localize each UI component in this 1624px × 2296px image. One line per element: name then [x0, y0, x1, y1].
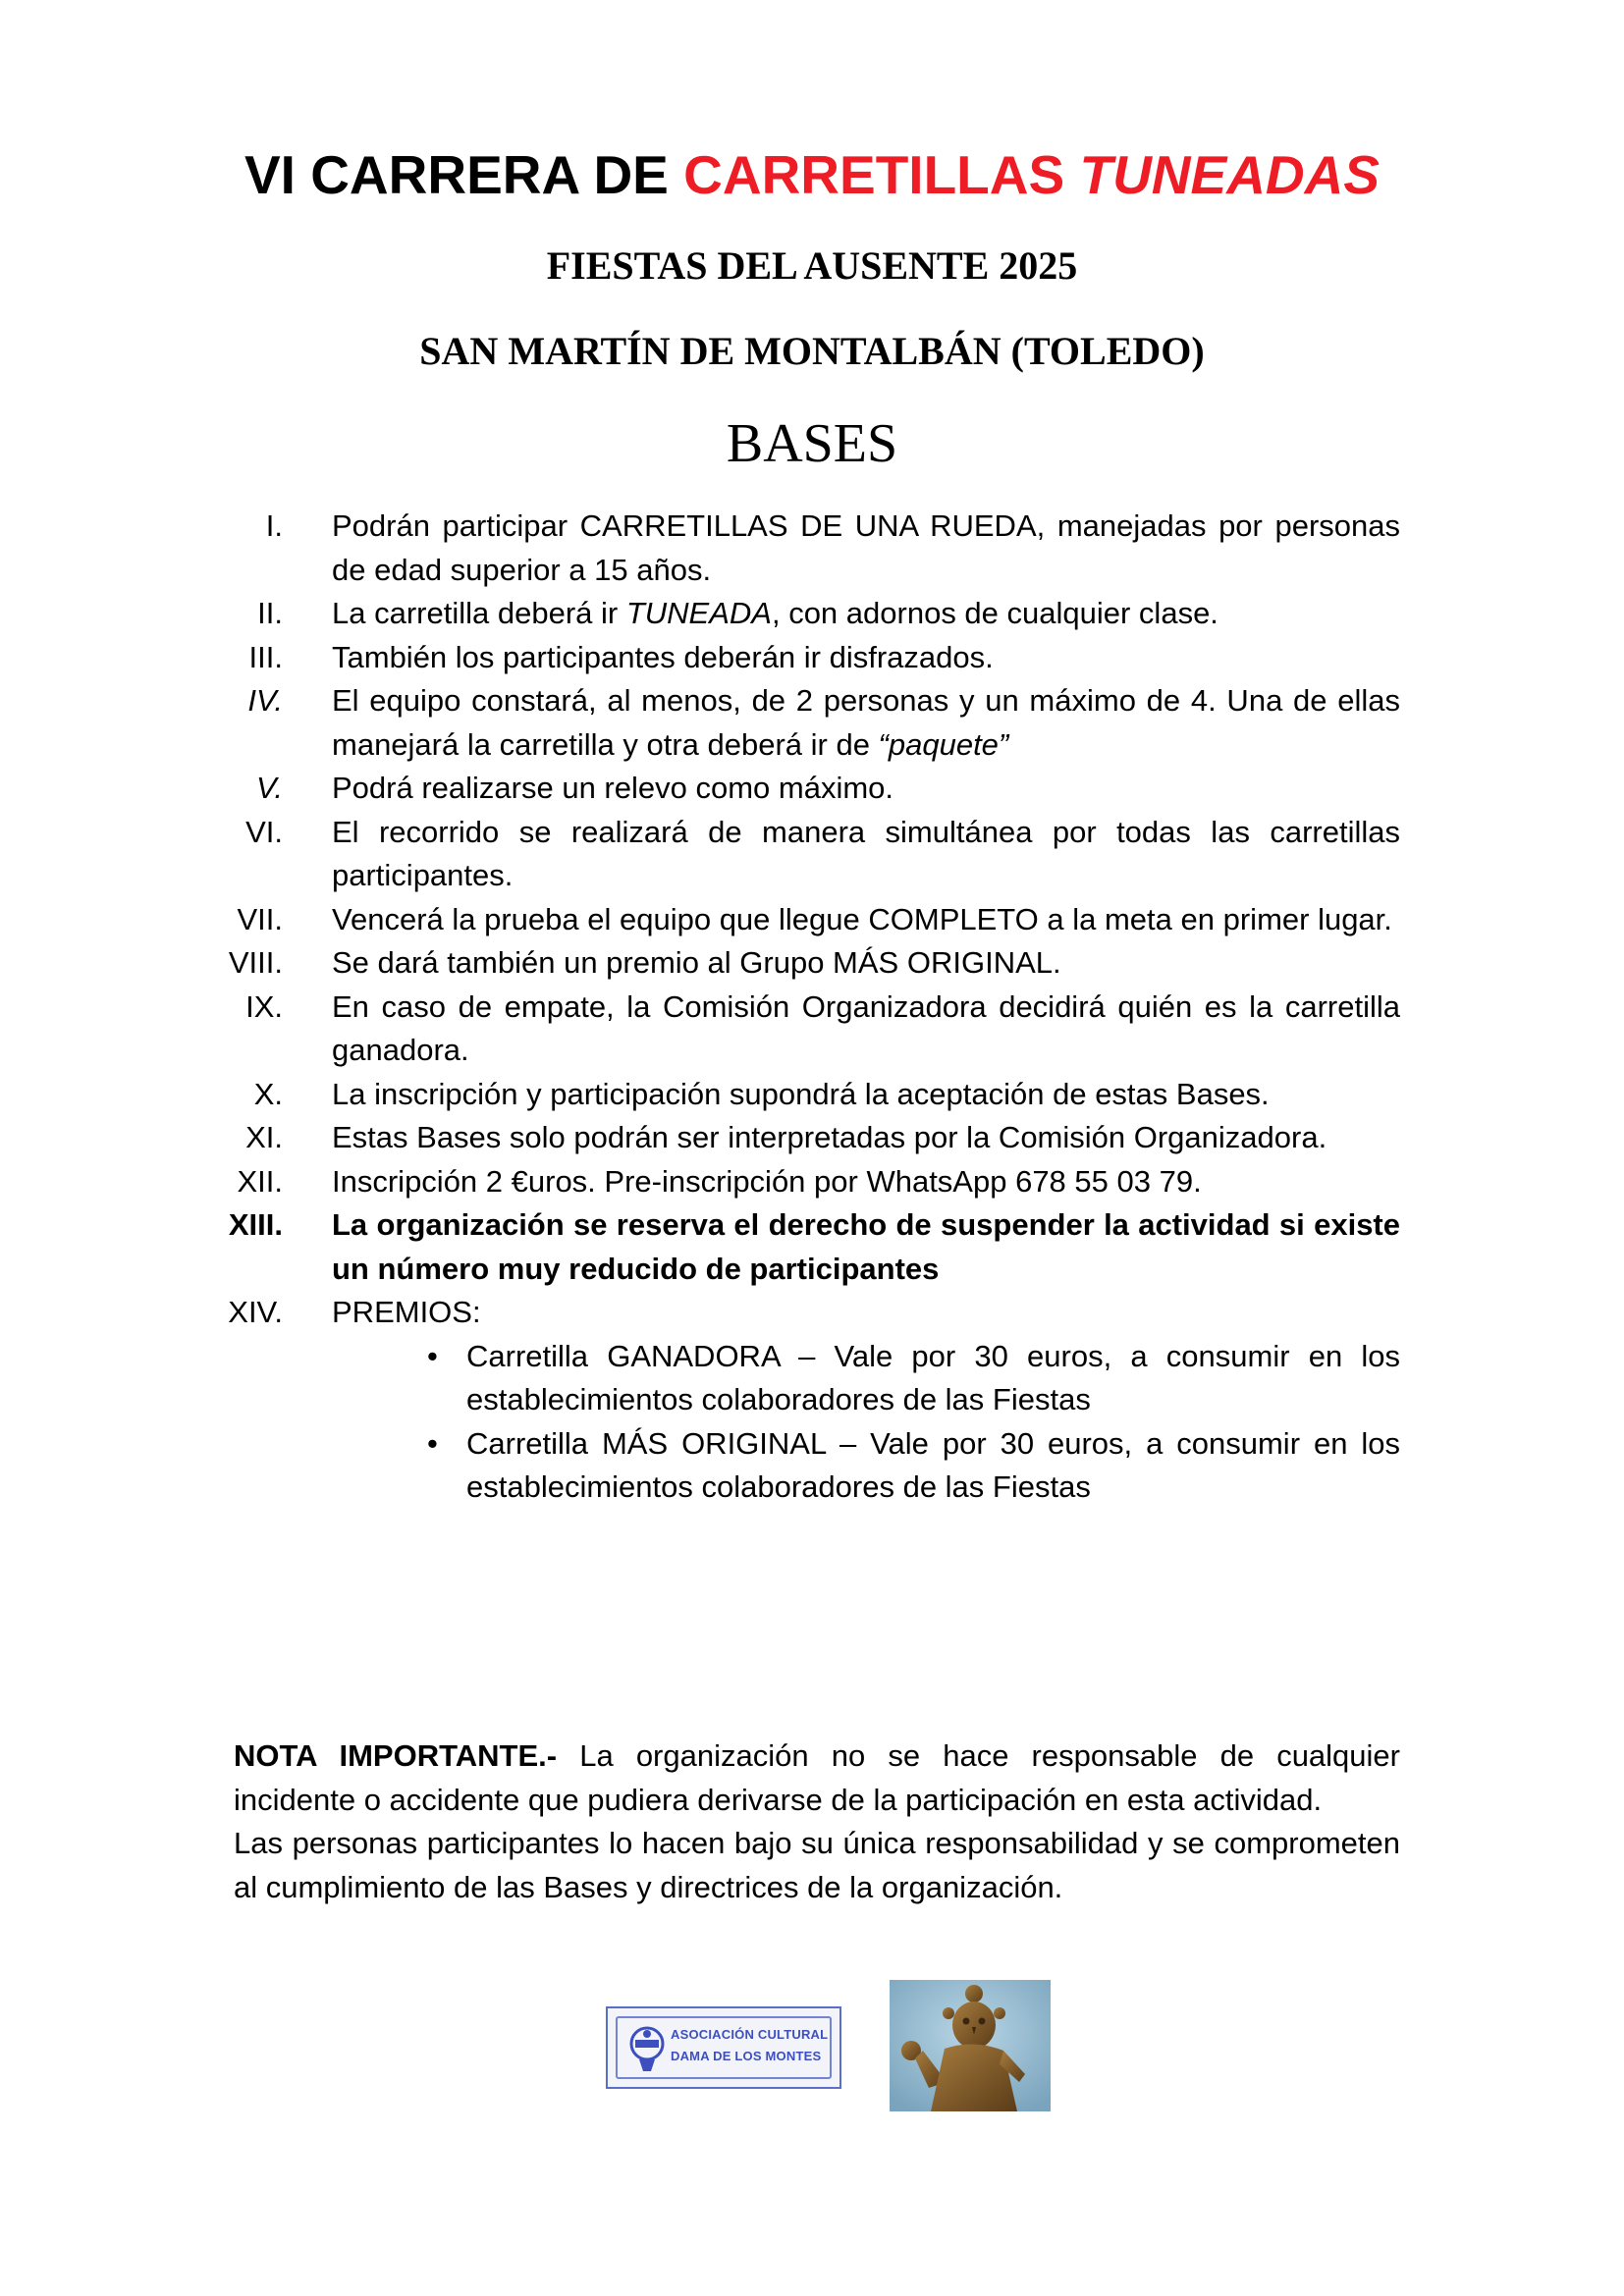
rule-text: [332, 679, 1400, 767]
prize-item: [427, 1335, 1400, 1422]
note-label: NOTA IMPORTANTE.-: [234, 1738, 558, 1773]
rule-number: XII.: [237, 1163, 283, 1199]
rule-item: [0, 986, 1624, 1073]
stamp-text: [671, 2024, 838, 2067]
stamp-line: ASOCIACIÓN CULTURAL: [671, 2027, 829, 2042]
note-paragraph: [234, 1735, 1400, 1822]
rule-number: I.: [265, 508, 283, 543]
rule-item: [0, 1203, 1624, 1291]
rule-item: [0, 1116, 1624, 1160]
rule-text: La organización se reserva el derecho de suspender la actividad si existe un número muy reducido de participantes: [332, 1207, 1400, 1286]
prize-line: Carretilla MÁS ORIGINAL – Vale por 30 euros, a consumir en los: [466, 1425, 1400, 1461]
section-heading-bases: BASES: [726, 413, 898, 474]
rule-text: Se dará también un premio al Grupo MÁS ORIGINAL.: [332, 945, 1061, 980]
association-stamp-logo: [606, 2006, 841, 2089]
rule-number: VII.: [237, 901, 283, 936]
rule-item: [0, 505, 1624, 592]
rule-text: El recorrido se realizará de manera simultánea por todas las carretillas participantes.: [332, 814, 1400, 892]
rule-item: [0, 898, 1624, 942]
rule-text: En caso de empate, la Comisión Organizadora decidirá quién es la carretilla ganadora.: [332, 988, 1400, 1067]
rule-text: Inscripción 2 €uros. Pre-inscripción por WhatsApp 678 55 03 79.: [332, 1163, 1202, 1199]
prizes-list: [427, 1335, 1400, 1510]
rule-number: IX.: [245, 988, 283, 1024]
rule-text: Podrán participar CARRETILLAS DE UNA RUEDA, manejadas por personas de edad superior a 15 años.: [332, 508, 1400, 587]
rule-number: II.: [257, 596, 283, 630]
rule-item: [0, 592, 1624, 636]
rule-number: VIII.: [228, 945, 283, 980]
rule-number: XIV.: [228, 1295, 283, 1329]
bronze-figurine-photo: [890, 1980, 1051, 2111]
prize-text: [466, 1335, 1400, 1422]
rule-item: [0, 679, 1624, 767]
title-part-3: TUNEADAS: [1079, 144, 1380, 205]
rule-item: [0, 1291, 1624, 1510]
prize-item: [427, 1422, 1400, 1510]
rule-number: XIII.: [228, 1207, 283, 1242]
bronze-figurine-icon: [890, 1980, 1051, 2111]
title-part-1: VI CARRERA DE: [244, 144, 684, 205]
rule-text: También los participantes deberán ir disfrazados.: [332, 639, 994, 674]
rule-text: Vencerá la prueba el equipo que llegue COMPLETO a la meta en primer lugar.: [332, 901, 1392, 936]
rule-item: [0, 1073, 1624, 1117]
rule-item: [0, 941, 1624, 986]
stamp-line: DAMA DE LOS MONTES: [671, 2049, 822, 2063]
rule-number: X.: [253, 1076, 283, 1111]
important-note: [234, 1735, 1400, 1909]
prize-line: establecimientos colaboradores de las Fiestas: [466, 1382, 1091, 1416]
rule-text-emphasis: TUNEADA: [625, 596, 772, 630]
prize-line: establecimientos colaboradores de las Fiestas: [466, 1469, 1091, 1504]
prizes-heading: PREMIOS:: [332, 1295, 481, 1329]
subtitle-festival: FIESTAS DEL AUSENTE 2025: [546, 243, 1078, 288]
prize-text: [466, 1422, 1400, 1510]
subtitle-location: SAN MARTÍN DE MONTALBÁN (TOLEDO): [419, 329, 1205, 373]
rule-number: V.: [256, 771, 283, 805]
rule-item: [0, 767, 1624, 811]
prize-line: Carretilla GANADORA – Vale por 30 euros, a consumir en los: [466, 1338, 1400, 1373]
rule-number: VI.: [245, 814, 283, 849]
note-text: La organización no se hace responsable de cualquier incidente o accidente que pudiera derivarse de la participación en esta actividad.: [234, 1738, 1400, 1817]
rule-text: Estas Bases solo podrán ser interpretadas por la Comisión Organizadora.: [332, 1120, 1327, 1154]
stamp-emblem-icon: [625, 2022, 669, 2077]
rule-text-part: El equipo constará, al menos, de 2 personas y un máximo de 4. Una de ellas manejará la carretilla y otra deberá ir de: [332, 683, 1400, 762]
rule-text-part: , con adornos de cualquier clase.: [771, 596, 1218, 630]
rule-text: [332, 592, 1400, 636]
bullet-icon: •: [427, 1425, 438, 1461]
rule-item: [0, 1160, 1624, 1204]
rule-number: XI.: [245, 1120, 283, 1154]
rules-list: [0, 505, 1624, 1510]
note-paragraph: Las personas participantes lo hacen bajo su única responsabilidad y se comprometen al cumplimiento de las Bases y directrices de la organización.: [234, 1826, 1400, 1904]
page-title: [0, 135, 1624, 214]
rule-text-emphasis: “paquete”: [878, 726, 1009, 762]
rule-item: [0, 636, 1624, 680]
title-part-2: CARRETILLAS: [683, 144, 1080, 205]
rule-text: La inscripción y participación supondrá la aceptación de estas Bases.: [332, 1076, 1270, 1111]
rule-number: III.: [248, 639, 283, 674]
rule-text: [332, 1291, 1400, 1510]
rule-item: [0, 811, 1624, 898]
rule-text: Podrá realizarse un relevo como máximo.: [332, 771, 894, 805]
bullet-icon: •: [427, 1338, 438, 1373]
rule-text-part: La carretilla deberá ir: [332, 596, 626, 630]
rule-number: IV.: [247, 683, 283, 718]
